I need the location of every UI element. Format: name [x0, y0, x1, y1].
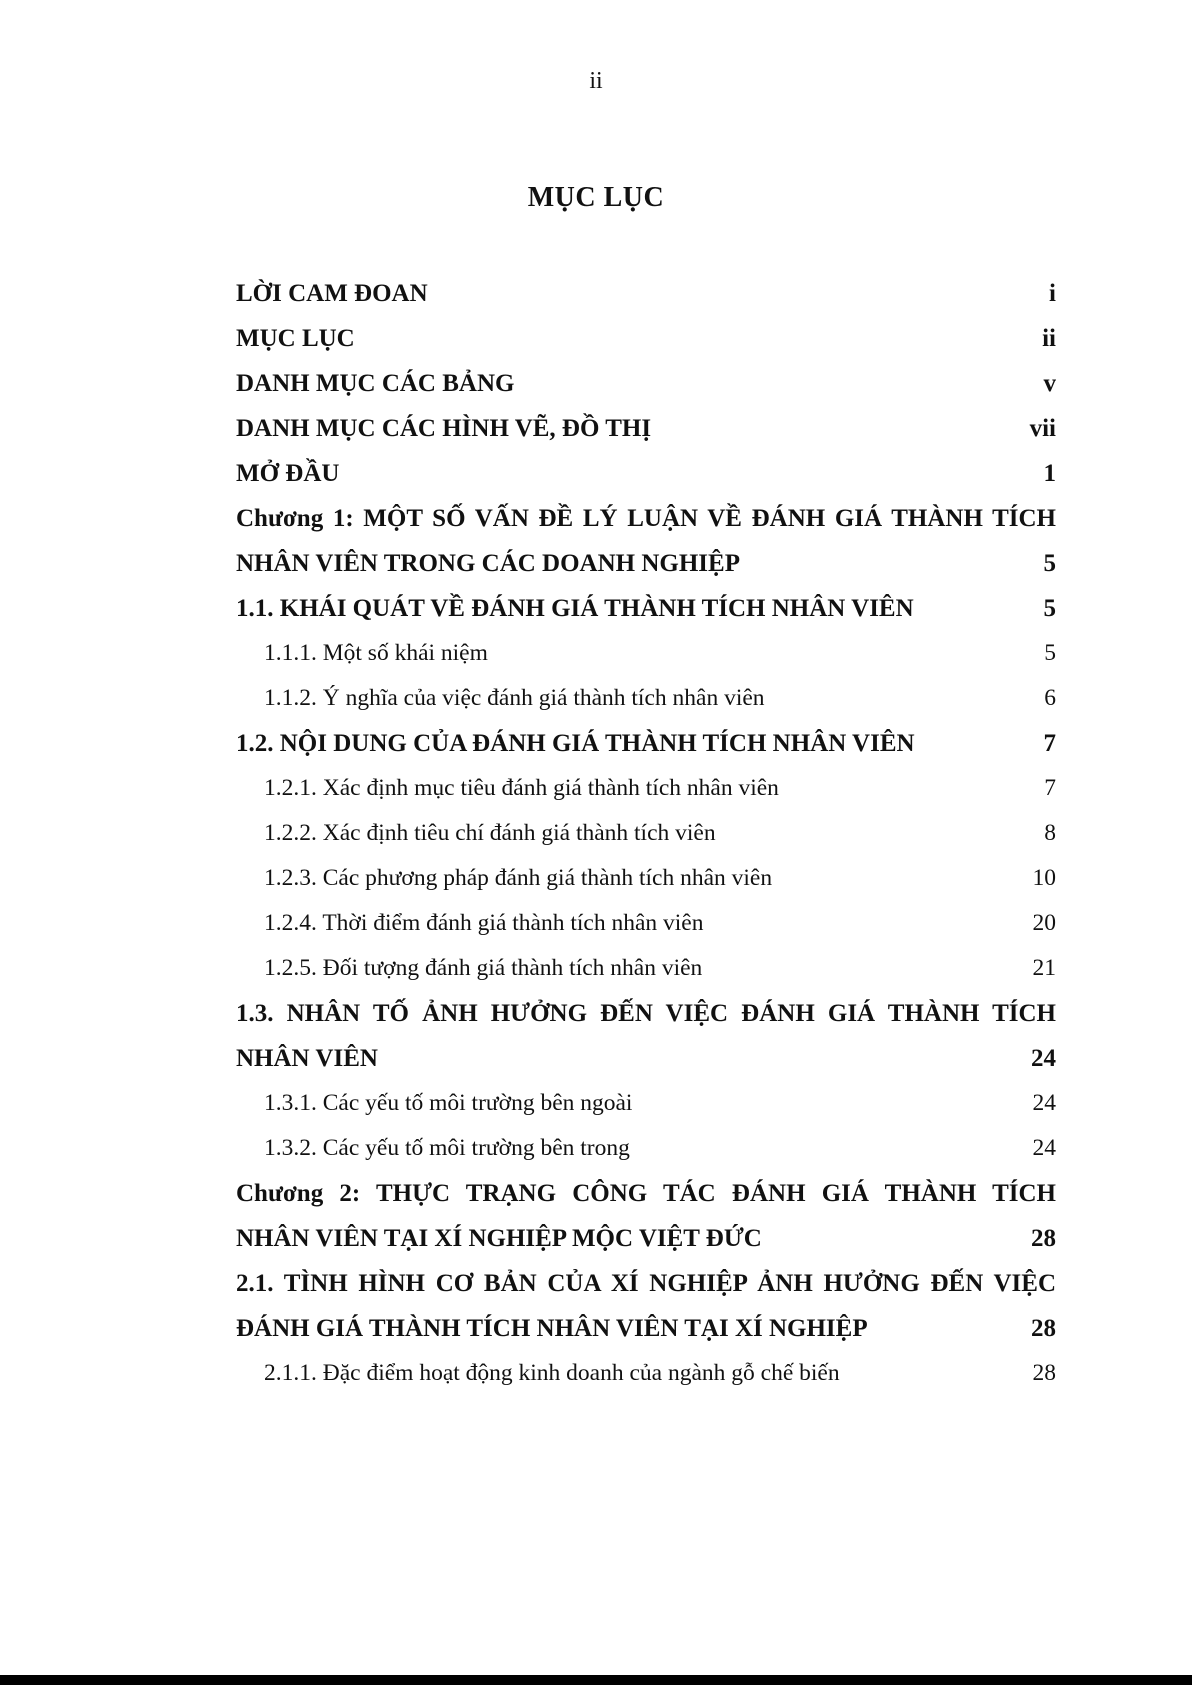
toc-entry: [236, 901, 1056, 946]
toc-entry: [236, 1036, 1056, 1081]
toc-entry-text: MỤC LỤC: [236, 324, 355, 352]
toc-entry-page: v: [1043, 369, 1056, 397]
toc-entry: [236, 271, 1056, 316]
toc-entry: [236, 721, 1056, 766]
toc-entry-text: LỜI CAM ĐOAN: [236, 279, 428, 307]
toc-entry: [236, 1126, 1056, 1171]
toc-entry: [236, 1171, 1056, 1216]
toc-entry-page: 20: [1032, 910, 1056, 936]
toc-entry-text: DANH MỤC CÁC BẢNG: [236, 369, 515, 397]
toc-entry: [236, 1081, 1056, 1126]
toc-entry-text: 1.2.1. Xác định mục tiêu đánh giá thành tích nhân viên: [264, 775, 779, 801]
toc-entry-page: 24: [1032, 1090, 1056, 1116]
toc-entry: [236, 316, 1056, 361]
toc-entry: [236, 631, 1056, 676]
toc-entry: [236, 1306, 1056, 1351]
toc-entry-text: 1.3.1. Các yếu tố môi trường bên ngoài: [264, 1090, 633, 1116]
toc-entry: [236, 451, 1056, 496]
toc-entry: [236, 946, 1056, 991]
toc-entry-page: 6: [1044, 685, 1056, 711]
toc-entry-text: 1.1.2. Ý nghĩa của việc đánh giá thành tích nhân viên: [264, 685, 765, 711]
toc-entry-page: 10: [1032, 865, 1056, 891]
table-of-contents: [236, 271, 1056, 1396]
toc-entry: [236, 991, 1056, 1036]
toc-entry-text: 1.2.2. Xác định tiêu chí đánh giá thành tích viên: [264, 820, 716, 846]
toc-entry-page: 7: [1043, 729, 1056, 757]
page-number: ii: [589, 68, 603, 94]
toc-entry-page: 24: [1031, 1044, 1056, 1072]
toc-entry-text: NHÂN VIÊN: [236, 1044, 378, 1072]
toc-entry-page: i: [1049, 279, 1056, 307]
bottom-border: [0, 1675, 1192, 1685]
toc-entry-text: 1.1. KHÁI QUÁT VỀ ĐÁNH GIÁ THÀNH TÍCH NHÂN VIÊN: [236, 594, 914, 622]
toc-entry-text: Chương 1: MỘT SỐ VẤN ĐỀ LÝ LUẬN VỀ ĐÁNH GIÁ THÀNH TÍCH: [236, 504, 1056, 532]
toc-entry: [236, 1216, 1056, 1261]
toc-entry-text: 2.1.1. Đặc điểm hoạt động kinh doanh của ngành gỗ chế biến: [264, 1360, 840, 1386]
toc-entry-page: 5: [1043, 549, 1056, 577]
toc-entry-text: 1.3. NHÂN TỐ ẢNH HƯỞNG ĐẾN VIỆC ĐÁNH GIÁ THÀNH TÍCH: [236, 999, 1056, 1027]
toc-entry: [236, 766, 1056, 811]
toc-entry-page: 28: [1031, 1314, 1056, 1342]
toc-entry-text: ĐÁNH GIÁ THÀNH TÍCH NHÂN VIÊN TẠI XÍ NGHIỆP: [236, 1314, 868, 1342]
page-title: MỤC LỤC: [527, 182, 665, 213]
toc-entry: [236, 1351, 1056, 1396]
toc-entry: [236, 361, 1056, 406]
toc-entry-page: 24: [1032, 1135, 1056, 1161]
toc-entry: [236, 676, 1056, 721]
toc-entry-text: 1.2.5. Đối tượng đánh giá thành tích nhân viên: [264, 955, 703, 981]
toc-entry-page: 5: [1043, 594, 1056, 622]
toc-entry: [236, 811, 1056, 856]
toc-entry-text: Chương 2: THỰC TRẠNG CÔNG TÁC ĐÁNH GIÁ THÀNH TÍCH: [236, 1179, 1056, 1207]
toc-entry-text: NHÂN VIÊN TẠI XÍ NGHIỆP MỘC VIỆT ĐỨC: [236, 1224, 762, 1252]
toc-entry-text: NHÂN VIÊN TRONG CÁC DOANH NGHIỆP: [236, 549, 740, 577]
toc-entry-text: 2.1. TÌNH HÌNH CƠ BẢN CỦA XÍ NGHIỆP ẢNH HƯỞNG ĐẾN VIỆC: [236, 1269, 1056, 1297]
toc-entry-text: 1.2.4. Thời điểm đánh giá thành tích nhân viên: [264, 910, 704, 936]
toc-entry-page: 7: [1044, 775, 1056, 801]
toc-entry-text: 1.1.1. Một số khái niệm: [264, 640, 488, 666]
toc-entry-page: ii: [1042, 324, 1056, 352]
toc-entry-page: vii: [1029, 414, 1056, 442]
toc-entry: [236, 1261, 1056, 1306]
toc-entry-text: DANH MỤC CÁC HÌNH VẼ, ĐỒ THỊ: [236, 414, 652, 442]
toc-entry-page: 28: [1031, 1224, 1056, 1252]
toc-entry-page: 21: [1032, 955, 1056, 981]
toc-entry-page: 28: [1032, 1360, 1056, 1386]
toc-entry-text: MỞ ĐẦU: [236, 459, 340, 487]
toc-entry: [236, 406, 1056, 451]
toc-entry: [236, 496, 1056, 541]
toc-entry: [236, 541, 1056, 586]
toc-entry-page: 1: [1043, 459, 1056, 487]
toc-entry: [236, 856, 1056, 901]
toc-entry-text: 1.2. NỘI DUNG CỦA ĐÁNH GIÁ THÀNH TÍCH NHÂN VIÊN: [236, 729, 915, 757]
toc-entry-page: 8: [1044, 820, 1056, 846]
toc-entry-text: 1.3.2. Các yếu tố môi trường bên trong: [264, 1135, 630, 1161]
toc-entry-text: 1.2.3. Các phương pháp đánh giá thành tích nhân viên: [264, 865, 773, 891]
toc-entry-page: 5: [1044, 640, 1056, 666]
toc-entry: [236, 586, 1056, 631]
